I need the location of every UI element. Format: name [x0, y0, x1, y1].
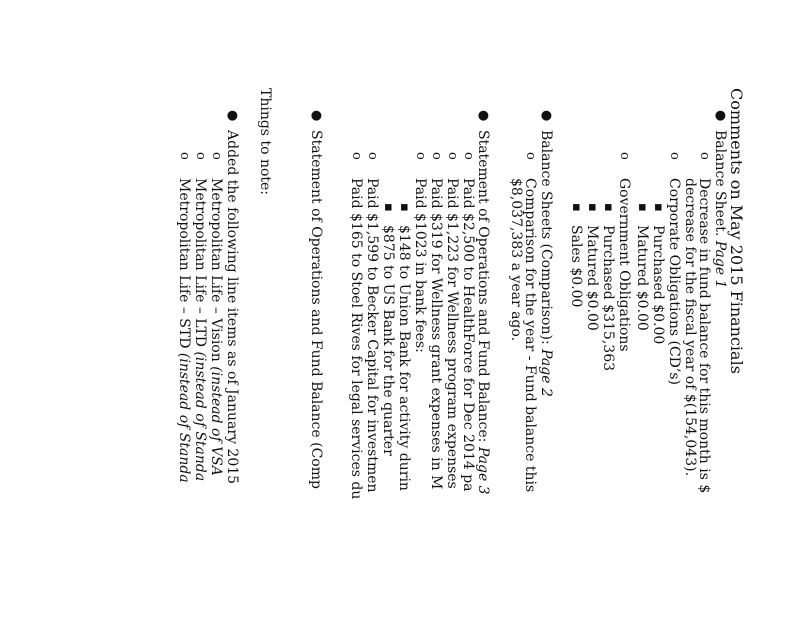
bullet-disc: ●	[309, 110, 324, 122]
list-item: Paid $1023 in bank fees:	[412, 178, 428, 353]
list-item: Decrease in fund balance for this month is $	[696, 178, 712, 494]
bullet-circle: o	[667, 152, 682, 160]
list-item: $8,037,383 a year ago.	[508, 178, 524, 342]
list-item: Matured $0.00	[584, 225, 600, 331]
list-item: Matured $0.00	[634, 225, 650, 331]
bullet-circle: o	[413, 152, 428, 160]
section-heading-balance-sheet: Balance Sheet. Page 1	[712, 130, 728, 289]
notes-heading: Things to note:	[257, 88, 273, 196]
bullet-disc: ●	[225, 110, 240, 122]
bullet-circle: o	[697, 152, 712, 160]
list-item: Sales $0.00	[568, 225, 584, 308]
bullet-disc: ●	[713, 110, 728, 122]
list-item: decrease for the fiscal year of $(154,043).	[682, 178, 698, 477]
section-heading-operations-comparison: Statement of Operations and Fund Balance (Comp	[308, 130, 324, 489]
bullet-circle: o	[429, 152, 444, 160]
bullet-circle: o	[209, 152, 224, 160]
list-item: Government Obligations	[616, 178, 632, 352]
bullet-circle: o	[349, 152, 364, 160]
list-item: Paid $1,599 to Becker Capital for investmen	[364, 178, 380, 493]
bullet-square: ▪	[585, 203, 600, 212]
section-heading-operations: Statement of Operations and Fund Balance: Page 3	[475, 130, 491, 495]
bullet-disc: ●	[539, 110, 554, 122]
bullet-circle: o	[177, 152, 192, 160]
list-item: Corporate Obligations (CD’s)	[666, 178, 682, 386]
document-title: Comments on May 2015 Financials	[727, 88, 746, 374]
list-item: Purchased $0.00	[650, 225, 666, 345]
bullet-square: ▪	[635, 203, 650, 212]
bullet-disc: ●	[476, 110, 491, 122]
list-item: Comparison for the year - Fund balance this	[522, 178, 538, 493]
list-item: Metropolitan Life – LTD (instead of Standa	[192, 178, 208, 482]
bullet-circle: o	[365, 152, 380, 160]
list-item: Metropolitan Life – Vision (instead of VSA	[208, 178, 224, 476]
list-item: $148 to Union Bank for activity durin	[396, 225, 412, 491]
list-item: Paid $2,500 to HealthForce for Dec 2014 pa	[460, 178, 476, 492]
bullet-square: ▪	[381, 203, 396, 212]
bullet-square: ▪	[601, 203, 616, 212]
list-item: Metropolitan Life – STD (instead of Standa	[176, 178, 192, 483]
bullet-square: ▪	[397, 203, 412, 212]
list-item: Paid $319 for Wellness grant expenses in M	[428, 178, 444, 490]
list-item: Purchased $315,363	[600, 225, 616, 372]
bullet-circle: o	[617, 152, 632, 160]
list-item: $875 to US Bank for the quarter	[380, 225, 396, 456]
bullet-circle: o	[445, 152, 460, 160]
notes-lead: Added the following line items as of January 2015	[224, 130, 240, 485]
bullet-circle: o	[461, 152, 476, 160]
bullet-square: ▪	[651, 203, 666, 212]
section-heading-comparison: Balance Sheets (Comparison): Page 2	[538, 130, 554, 397]
bullet-circle: o	[523, 152, 538, 160]
bullet-square: ▪	[569, 203, 584, 212]
bullet-circle: o	[193, 152, 208, 160]
list-item: Paid $165 to Stoel Rives for legal services du	[348, 178, 364, 500]
list-item: Paid $1,223 for Wellness program expenses	[444, 178, 460, 489]
